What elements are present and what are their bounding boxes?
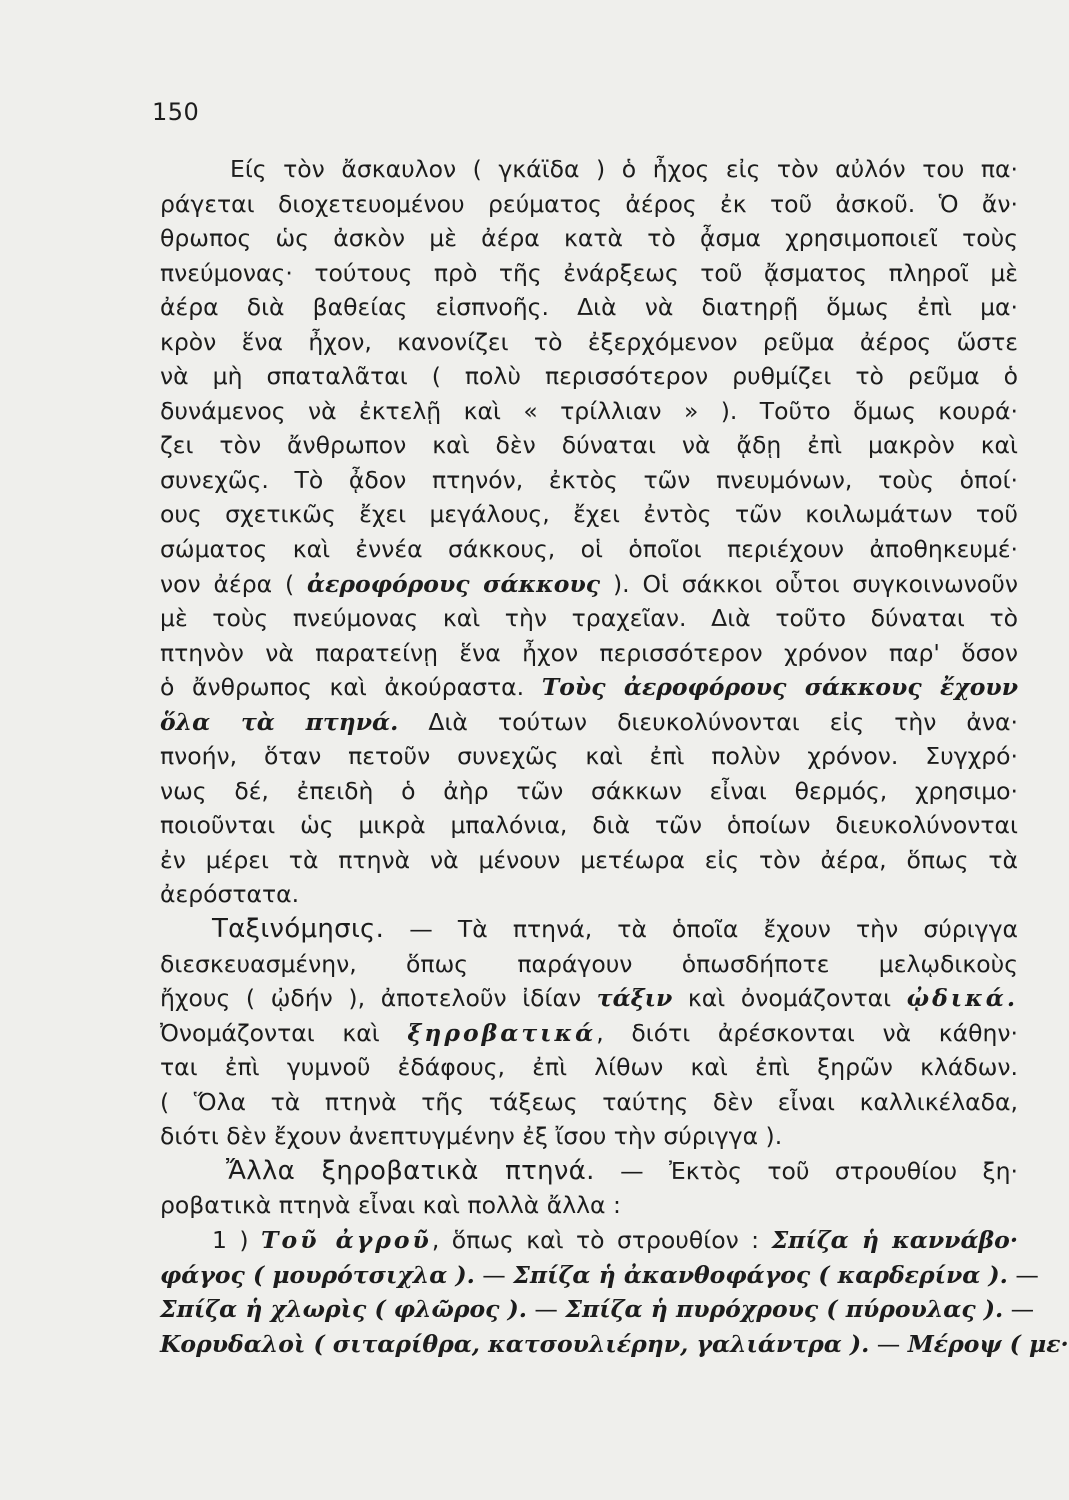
emphasis-text: Σπίζα ἡ ἀκανθοφάγος ( καρδερίνα ). (513, 1260, 1008, 1289)
text-span: ται ἐπὶ γυμνοῦ ἐδάφους, ἐπὶ λίθων καὶ ἐπὶ ξηρῶν κλάδων. (160, 1053, 1018, 1082)
text-span: , διότι ἀρέσκονται νὰ κάθην· (596, 1018, 1018, 1047)
page-number: 150 (152, 98, 200, 126)
text-span: — (1007, 1260, 1039, 1289)
text-span: — Τὰ πτηνά, τὰ ὁποῖα ἔχουν τὴν σύριγγα (384, 915, 1018, 944)
text-line (160, 187, 1018, 222)
section-heading: Ταξινόμησις. (212, 914, 385, 945)
text-line (160, 428, 1018, 463)
text-line (160, 1188, 1018, 1223)
text-line (160, 1223, 1018, 1258)
text-span: διότι δὲν ἔχουν ἀνεπτυγμένην ἐξ ἴσου τὴν σύριγγα ). (160, 1122, 783, 1151)
text-line (160, 877, 1018, 912)
text-span: ζει τὸν ἄνθρωπον καὶ δὲν δύναται νὰ ᾄδῃ ἐπὶ μακρὸν καὶ (160, 431, 1018, 460)
text-span: — (474, 1260, 514, 1289)
text-line (160, 774, 1018, 809)
text-line (160, 912, 1018, 947)
text-line (160, 843, 1018, 878)
text-line (160, 290, 1018, 325)
text-span: ἤχους ( ᾠδήν ), ἀποτελοῦν ἰδίαν (160, 984, 597, 1013)
text-span: νως δέ, ἐπειδὴ ὁ ἀὴρ τῶν σάκκων εἶναι θερμός, χρησιμο· (160, 776, 1018, 805)
text-line (160, 359, 1018, 394)
emphasis-text: Κορυδαλοὶ ( σιταρίθρα, κατσουλιέρην, γαλιάντρα ). (160, 1329, 870, 1358)
text-span: — Ἐκτὸς τοῦ στρουθίου ξη· (594, 1156, 1018, 1185)
text-span: ἀέρα διὰ βαθείας εἰσπνοῆς. Διὰ νὰ διατηρῇ ὅμως ἐπὶ μα· (160, 293, 1018, 322)
text-line (160, 1154, 1018, 1189)
text-line (160, 1327, 1069, 1362)
emphasis-text: Σπίζα ἡ χλωρὶς ( φλῶρος ). (160, 1295, 527, 1324)
text-span: Είς τὸν ἄσκαυλον ( γκάϊδα ) ὁ ἦχος εἰς τὸν αὐλόν του πα· (230, 155, 1018, 183)
emphasis-text: Τοὺς ἀεροφόρους σάκκους ἔχουν (541, 673, 1018, 702)
text-line (160, 532, 1018, 567)
text-span: νὰ μὴ σπαταλᾶται ( πολὺ περισσότερον ρυθμίζει τὸ ρεῦμα ὁ (160, 362, 1018, 391)
emphasis-text: ὅλα τὰ πτηνά. (160, 707, 399, 736)
text-line (160, 739, 1018, 774)
text-line (160, 325, 1018, 360)
emphasis-text: ξηροβατικά (407, 1018, 597, 1047)
text-line (160, 705, 1018, 740)
text-line (160, 808, 1018, 843)
text-line (160, 463, 1018, 498)
text-line (160, 1258, 1039, 1293)
emphasis-text: φάγος ( μουρότσιχλα ). (160, 1260, 475, 1289)
emphasis-text: Σπίζα ἡ πυρόχρους ( πύρουλας ). (565, 1295, 1004, 1324)
text-span: ὁ ἄνθρωπος καὶ ἀκούραστα. (160, 673, 542, 702)
text-line (160, 394, 1018, 429)
emphasis-text: ᾠδικά. (906, 984, 1019, 1013)
text-span: ). Οἱ σάκκοι οὗτοι συγκοινωνοῦν (600, 569, 1019, 598)
emphasis-text: ἀεροφόρους σάκκους (307, 569, 601, 598)
text-line (160, 256, 1018, 291)
text-span: σώματος καὶ ἐννέα σάκκους, οἱ ὁποῖοι περιέχουν ἀποθηκευμέ· (160, 535, 1018, 564)
text-line (160, 1050, 1018, 1085)
text-span: νον ἀέρα ( (160, 569, 308, 598)
text-span: Ὀνομάζονται καὶ (160, 1018, 408, 1047)
text-line (160, 601, 1018, 636)
text-line (160, 670, 1018, 705)
emphasis-text: Σπίζα ἡ καννάβο· (771, 1225, 1019, 1254)
emphasis-text: τάξιν (596, 984, 673, 1013)
text-span: συνεχῶς. Τὸ ᾆδον πτηνόν, ἐκτὸς τῶν πνευμόνων, τοὺς ὁποί· (160, 465, 1018, 494)
text-span: πνεύμονας· τούτους πρὸ τῆς ἐνάρξεως τοῦ ᾄσματος πληροῖ μὲ (160, 258, 1018, 287)
text-line (160, 981, 1018, 1016)
text-span: ράγεται διοχετευομένου ρεύματος ἀέρος ἐκ τοῦ ἀσκοῦ. Ὁ ἄν· (160, 189, 1018, 218)
text-span: 1 ) (212, 1225, 262, 1254)
text-span: — (526, 1295, 566, 1324)
text-span: μὲ τοὺς πνεύμονας καὶ τὴν τραχεῖαν. Διὰ τοῦτο δύναται τὸ (160, 604, 1018, 633)
text-span: ἐν μέρει τὰ πτηνὰ νὰ μένουν μετέωρα εἰς τὸν ἀέρα, ὅπως τὰ (160, 845, 1018, 874)
text-line (160, 497, 1018, 532)
text-line (160, 1292, 1035, 1327)
text-span: ποιοῦνται ὡς μικρὰ μπαλόνια, διὰ τῶν ὁποίων διευκολύνονται (160, 811, 1018, 840)
text-line (160, 152, 1018, 187)
text-span: πνοήν, ὅταν πετοῦν συνεχῶς καὶ ἐπὶ πολὺν χρόνον. Συγχρό· (160, 742, 1018, 771)
text-line (160, 221, 1018, 256)
emphasis-text: Μέροψ ( με· (907, 1329, 1069, 1358)
text-line (160, 567, 1018, 602)
text-span: , ὅπως καὶ τὸ στρουθίον : (431, 1225, 772, 1254)
text-span: ( Ὅλα τὰ πτηνὰ τῆς τάξεως ταύτης δὲν εἶναι καλλικέλαδα, (160, 1087, 1018, 1116)
text-span: δυνάμενος νὰ ἐκτελῇ καὶ « τρίλλιαν » ). Τοῦτο ὅμως κουρά· (160, 396, 1018, 425)
emphasis-text: Τοῦ ἀγροῦ (261, 1225, 432, 1254)
text-line (160, 1119, 1018, 1154)
text-span: ροβατικὰ πτηνὰ εἶναι καὶ πολλὰ ἄλλα : (160, 1191, 621, 1220)
text-span: — (869, 1329, 908, 1358)
text-line (160, 636, 1018, 671)
text-span: διεσκευασμένην, ὅπως παράγουν ὁπωσδήποτε μελῳδικοὺς (160, 949, 1018, 978)
text-line (160, 947, 1018, 982)
text-span: ους σχετικῶς ἔχει μεγάλους, ἔχει ἐντὸς τῶν κοιλωμάτων τοῦ (160, 500, 1018, 529)
text-span: Διὰ τούτων διευκολύνονται εἰς τὴν ἀνα· (398, 707, 1018, 736)
text-span: καὶ ὀνομάζονται (672, 984, 907, 1013)
text-line (160, 1016, 1018, 1051)
text-span: κρὸν ἕνα ἦχον, κανονίζει τὸ ἐξερχόμενον ρεῦμα ἀέρος ὥστε (160, 327, 1018, 356)
text-span: — (1003, 1295, 1035, 1324)
text-span: ἀερόστατα. (160, 880, 300, 909)
text-line (160, 1085, 1018, 1120)
text-span: πτηνὸν νὰ παρατείνῃ ἕνα ἦχον περισσότερον χρόνον παρ' ὅσον (160, 638, 1018, 667)
text-span: θρωπος ὡς ἀσκὸν μὲ ἀέρα κατὰ τὸ ᾆσμα χρησιμοποιεῖ τοὺς (160, 224, 1018, 253)
body-text (160, 152, 1069, 1361)
section-heading: Ἄλλα ξηροβατικὰ πτηνά. (226, 1155, 595, 1186)
